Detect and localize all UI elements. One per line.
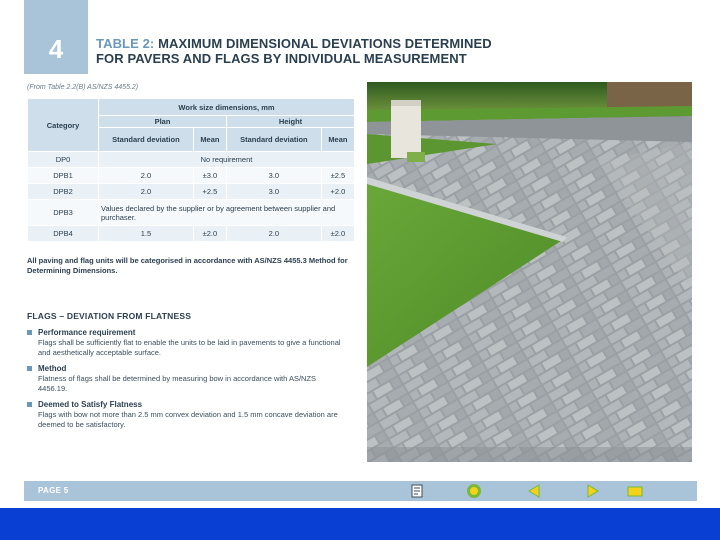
table-row xyxy=(28,200,355,226)
exit-icon[interactable] xyxy=(627,483,643,499)
row-value: 3.0 xyxy=(226,184,321,200)
row-value: 1.5 xyxy=(99,226,194,242)
bullet-list xyxy=(27,328,347,436)
source-note: (From Table 2.2(B) AS/NZS 4455.2) xyxy=(27,84,139,91)
height-mean-header: Mean xyxy=(321,128,354,152)
row-note: No requirement xyxy=(99,152,355,168)
footer-bar xyxy=(24,481,697,501)
plan-header: Plan xyxy=(99,116,227,128)
table-row xyxy=(28,152,355,168)
list-item xyxy=(27,328,347,358)
table-row xyxy=(28,168,355,184)
row-note: Values declared by the supplier or by agreement between supplier and purchaser. xyxy=(99,200,355,226)
row-value: +2.0 xyxy=(321,184,354,200)
list-item xyxy=(27,400,347,430)
row-category: DPB1 xyxy=(28,168,99,184)
categorisation-paragraph: All paving and flag units will be categorised in accordance with AS/NZS 4455.3 Method for Determining Dimensions. xyxy=(27,256,348,275)
page-label: PAGE 5 xyxy=(38,486,69,495)
row-value: ±2.5 xyxy=(321,168,354,184)
category-header: Category xyxy=(28,99,99,152)
row-value: 2.0 xyxy=(226,226,321,242)
table-row xyxy=(28,226,355,242)
row-value: 3.0 xyxy=(226,168,321,184)
title-line1: MAXIMUM DIMENSIONAL DEVIATIONS DETERMINED xyxy=(158,36,492,51)
height-sd-header: Standard deviation xyxy=(226,128,321,152)
document-icon[interactable] xyxy=(409,483,425,499)
bullet-icon xyxy=(27,402,32,407)
bullet-icon xyxy=(27,366,32,371)
plan-mean-header: Mean xyxy=(193,128,226,152)
table-row xyxy=(28,184,355,200)
row-category: DP0 xyxy=(28,152,99,168)
row-value: ±3.0 xyxy=(193,168,226,184)
work-size-header: Work size dimensions, mm xyxy=(99,99,355,116)
bottom-band xyxy=(0,508,720,540)
bullet-icon xyxy=(27,330,32,335)
bullet-heading: Performance requirement xyxy=(38,328,136,337)
row-category: DPB2 xyxy=(28,184,99,200)
prev-icon[interactable] xyxy=(526,483,542,499)
bullet-heading: Deemed to Satisfy Flatness xyxy=(38,400,143,409)
bullet-heading: Method xyxy=(38,364,67,373)
row-value: 2.0 xyxy=(99,168,194,184)
deviations-table xyxy=(27,98,355,242)
row-value: ±2.0 xyxy=(321,226,354,242)
chapter-number: 4 xyxy=(24,0,88,74)
home-icon[interactable] xyxy=(466,483,482,499)
row-category: DPB4 xyxy=(28,226,99,242)
list-item xyxy=(27,364,347,394)
bullet-text: Flatness of flags shall be determined by measuring bow in accordance with AS/NZS 4456.19. xyxy=(38,374,317,393)
row-value: 2.0 xyxy=(99,184,194,200)
next-icon[interactable] xyxy=(585,483,601,499)
bullet-text: Flags shall be sufficiently flat to enable the units to be laid in pavements to give a functional and aesthetically acceptable surface. xyxy=(38,338,341,357)
page-title xyxy=(96,36,516,66)
plan-sd-header: Standard deviation xyxy=(99,128,194,152)
paving-photo xyxy=(367,82,692,462)
bullet-text: Flags with bow not more than 2.5 mm convex deviation and 1.5 mm concave deviation are deemed to be satisfactory. xyxy=(38,410,338,429)
row-category: DPB3 xyxy=(28,200,99,226)
height-header: Height xyxy=(226,116,354,128)
section-heading: FLAGS – DEVIATION FROM FLATNESS xyxy=(27,311,192,321)
row-value: ±2.0 xyxy=(193,226,226,242)
title-prefix: TABLE 2: xyxy=(96,36,155,51)
title-line2: FOR PAVERS AND FLAGS BY INDIVIDUAL MEASUREMENT xyxy=(96,51,467,66)
row-value: +2.5 xyxy=(193,184,226,200)
